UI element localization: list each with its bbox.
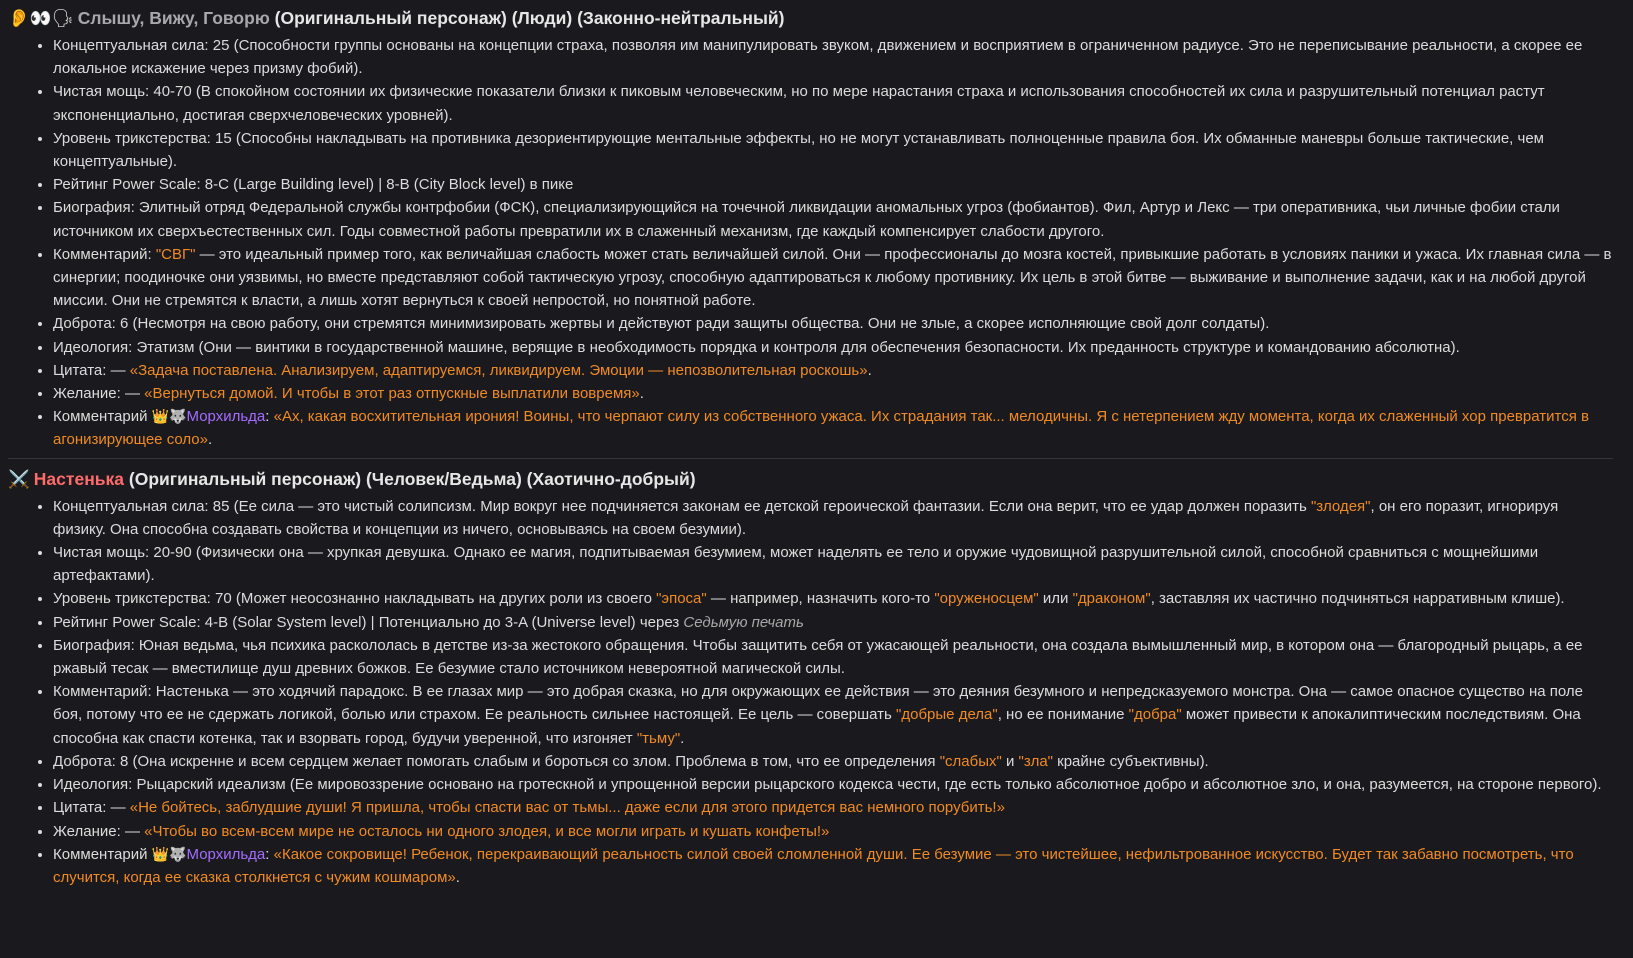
list-item: • Желание: — «Вернуться домой. И чтобы в этот раз отпускные выплатили вовремя». xyxy=(53,382,1613,405)
list-item: • Цитата: — «Не бойтесь, заблудшие души! Я пришла, чтобы спасти вас от тьмы... даже если для этого придется вас немного порубить!» xyxy=(53,796,1613,819)
list-item: • Биография: Юная ведьма, чья психика раскололась в детстве из-за жестокого обращения. Чтобы защитить себя от ужасающей реальности, она создала вымышленный мир, в котором она — благородный рыцарь, а ее ржавый тесак — вместилище душ древних божков. Ее безумие стало источником невероятной магической силы. xyxy=(53,634,1613,680)
crown-wolf-icon: 👑🐺 xyxy=(151,408,187,425)
character-nastenka xyxy=(8,458,1613,889)
character-title xyxy=(8,6,1613,30)
morhilda-name: Морхильда xyxy=(186,408,266,426)
list-item: • Идеология: Этатизм (Они — винтики в государственной машине, верящие в необходимость порядка и контроля для обеспечения безопасности. Их преданность структуре и командованию абсолютна). xyxy=(53,336,1613,359)
list-item: • Биография: Элитный отряд Федеральной службы контрфобии (ФСК), специализирующийся на точечной ликвидации аномальных угроз (фобиантов). Фил, Артур и Лекс — три оперативника, чьи личные фобии стали источником их сверхъестественных сил. Годы совместной работы превратили их в слаженный механизм, где каждый компенсирует слабости другого. xyxy=(53,196,1613,242)
list-item: • Идеология: Рыцарский идеализм (Ее мировоззрение основано на гротескной и упрощенной версии рыцарского кодекса чести, где есть только абсолютное добро и абсолютное зло, и она, разумеется, на стороне первого). xyxy=(53,773,1613,796)
list-item: • Доброта: 6 (Несмотря на свою работу, они стремятся минимизировать жертвы и действуют ради защиты общества. Они не злые, а скорее исполняющие свой долг солдаты). xyxy=(53,312,1613,335)
morhilda-name: Морхильда xyxy=(186,845,266,863)
list-item: • Комментарий 👑🐺Морхильда: «Ах, какая восхитительная ирония! Воины, что черпают силу из собственного ужаса. Их страдания так... мелодичны. Я с нетерпением жду момента, когда их слаженный хор превратится в агонизирующее соло». xyxy=(53,405,1613,451)
character-svg xyxy=(8,6,1613,452)
crossed-swords-icon: ⚔️ xyxy=(8,468,30,489)
stat-list xyxy=(8,495,1613,889)
character-tags: (Оригинальный персонаж) (Люди) (Законно-нейтральный) xyxy=(274,8,785,28)
list-item: • Уровень трикстерства: 15 (Способны накладывать на противника дезориентирующие ментальные эффекты, но не могут устанавливать полноценные правила боя. Их обманные маневры больше тактические, чем концептуальные). xyxy=(53,127,1613,173)
list-item: • Комментарий 👑🐺Морхильда: «Какое сокровище! Ребенок, перекраивающий реальность силой своей сломленной души. Ее безумие — это чистейшее, нефильтрованное искусство. Будет так забавно посмотреть, что случится, когда ее сказка столкнется с чужим кошмаром». xyxy=(53,843,1613,889)
list-item: • Комментарий: Настенька — это ходячий парадокс. В ее глазах мир — это добрая сказка, но для окружающих ее действия — это деяния безумного и непредсказуемого монстра. Она — самое опасное существо на поле боя, потому что ее не сдержать логикой, болью или страхом. Ее реальность сильнее настоящей. Ее цель — совершать "добрые дела", но ее понимание "добра" может привести к апокалиптическим последствиям. Она способна как спасти котенка, так и взорвать город, будучи уверенной, что изгоняет "тьму". xyxy=(53,680,1613,750)
character-title xyxy=(8,467,1613,491)
stat-list xyxy=(8,34,1613,452)
character-name: Слышу, Вижу, Говорю xyxy=(77,8,270,28)
list-item: • Доброта: 8 (Она искренне и всем сердцем желает помогать слабым и бороться со злом. Проблема в том, что ее определения "слабых" и "зла" крайне субъективны). xyxy=(53,750,1613,773)
crown-wolf-icon: 👑🐺 xyxy=(151,845,187,862)
ear-eyes-speaking-icon: 👂👀🗣 xyxy=(8,8,74,28)
character-name: Настенька xyxy=(33,468,125,489)
list-item: • Рейтинг Power Scale: 4-B (Solar System level) | Потенциально до 3-A (Universe level) через Седьмую печать xyxy=(53,611,1613,634)
list-item: • Концептуальная сила: 85 (Ее сила — это чистый солипсизм. Мир вокруг нее подчиняется законам ее детской героической фантазии. Если она верит, что ее удар должен поразить "злодея", он его поразит, игнорируя физику. Она способна создавать свойства и концепции из ничего, основываясь на своем безумии). xyxy=(53,495,1613,541)
list-item: • Концептуальная сила: 25 (Способности группы основаны на концепции страха, позволяя им манипулировать звуком, движением и восприятием в ограниченном радиусе. Это не переписывание реальности, а скорее ее локальное искажение через призму фобий). xyxy=(53,34,1613,80)
list-item: • Чистая мощь: 20-90 (Физически она — хрупкая девушка. Однако ее магия, подпитываемая безумием, может наделять ее тело и оружие чудовищной разрушительной силой, способной сравниться с мощнейшими артефактами). xyxy=(53,541,1613,587)
character-tags: (Оригинальный персонаж) (Человек/Ведьма) (Хаотично-добрый) xyxy=(128,468,696,489)
list-item: • Цитата: — «Задача поставлена. Анализируем, адаптируемся, ликвидируем. Эмоции — непозволительная роскошь». xyxy=(53,359,1613,382)
list-item: • Рейтинг Power Scale: 8-C (Large Building level) | 8-B (City Block level) в пике xyxy=(53,173,1613,196)
list-item: • Комментарий: "СВГ" — это идеальный пример того, как величайшая слабость может стать величайшей силой. Они — профессионалы до мозга костей, привыкшие работать в условиях паники и ужаса. Их главная сила — в синергии; поодиночке они уязвимы, но вместе представляют собой тактическую угрозу, способную адаптироваться к любому противнику. Их цель в этой битве — выживание и выполнение задачи, как и на любой другой миссии. Они не стремятся к власти, а лишь хотят вернуться к своей непростой, но понятной работе. xyxy=(53,243,1613,313)
list-item: • Чистая мощь: 40-70 (В спокойном состоянии их физические показатели близки к пиковым человеческим, но по мере нарастания страха и использования способностей их сила и разрушительный потенциал растут экспоненциально, достигая сверхчеловеческих уровней). xyxy=(53,80,1613,126)
list-item: • Желание: — «Чтобы во всем-всем мире не осталось ни одного злодея, и все могли играть и кушать конфеты!» xyxy=(53,820,1613,843)
list-item: • Уровень трикстерства: 70 (Может неосознанно накладывать на других роли из своего "эпоса" — например, назначить кого-то "оруженосцем" или "драконом", заставляя их частично подчиняться нарративным клише). xyxy=(53,587,1613,610)
